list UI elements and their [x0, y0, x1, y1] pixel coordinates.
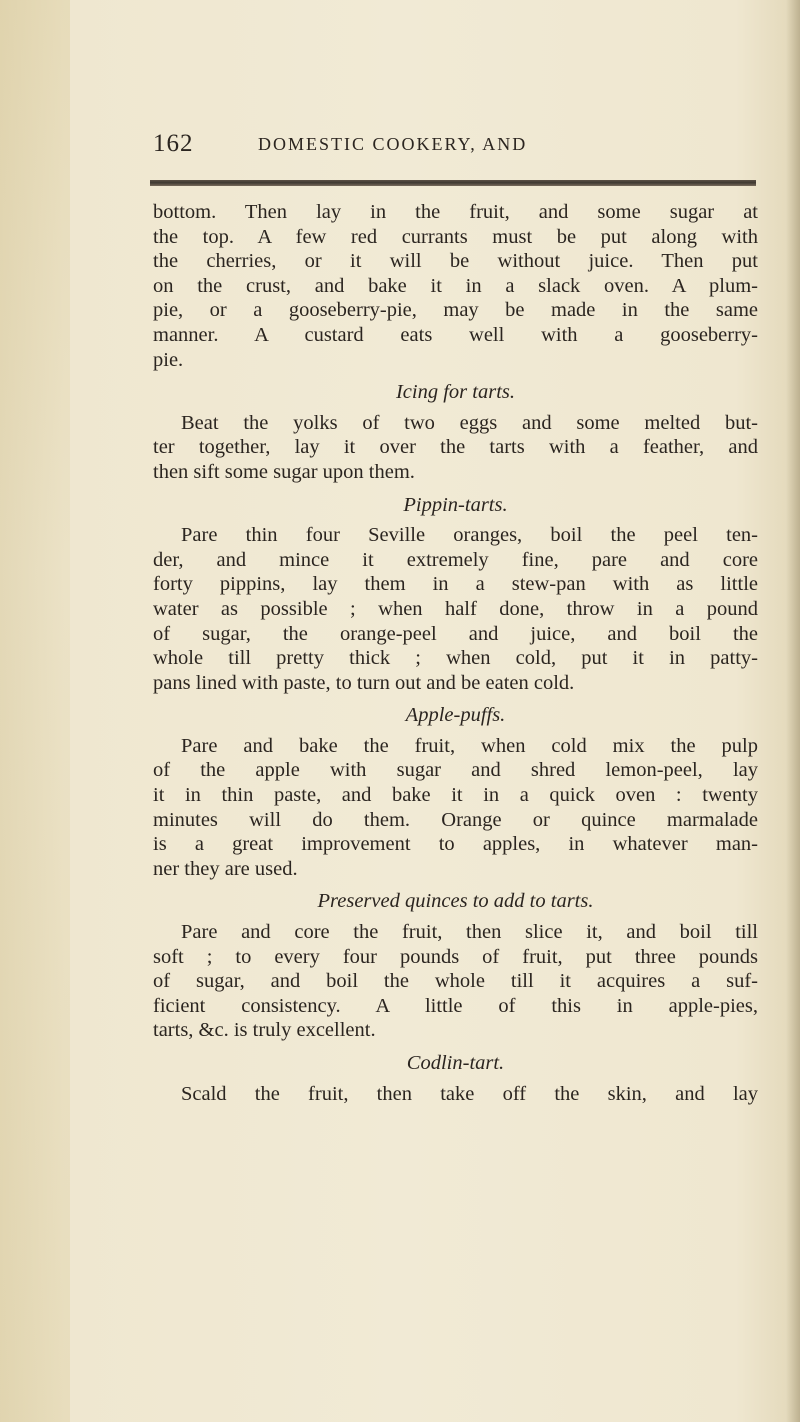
text-line: der, and mince it extremely fine, pare and core: [153, 548, 758, 571]
text-line: the cherries, or it will be without juice. Then put: [153, 250, 758, 273]
text-line: of sugar, the orange-peel and juice, and boil the: [153, 622, 758, 645]
recipe-apple-puffs: [153, 703, 758, 881]
text-line: minutes will do them. Orange or quince marmalade: [153, 808, 758, 831]
text-line: pans lined with paste, to turn out and be eaten cold.: [153, 671, 575, 694]
recipe-codlin-tart: [153, 1051, 758, 1106]
recipe-heading: Apple-puffs.: [405, 704, 506, 727]
text-line: soft ; to every four pounds of fruit, put three pounds: [153, 945, 758, 968]
page-header: [0, 130, 800, 162]
text-line: Scald the fruit, then take off the skin, and lay: [181, 1082, 758, 1105]
text-line: Pare and core the fruit, then slice it, and boil till: [181, 921, 758, 944]
text-line: water as possible ; when half done, throw in a pound: [153, 597, 758, 620]
text-line: forty pippins, lay them in a stew-pan with as little: [153, 573, 758, 596]
text-line: of sugar, and boil the whole till it acquires a suf-: [153, 970, 758, 993]
header-rule: [150, 180, 756, 186]
text-line: is a great improvement to apples, in whatever man-: [153, 833, 758, 856]
page-body: [153, 200, 758, 1106]
text-line: then sift some sugar upon them.: [153, 460, 415, 483]
text-line: Pare and bake the fruit, when cold mix the pulp: [181, 734, 758, 757]
text-line: manner. A custard eats well with a gooseberry-: [153, 323, 758, 346]
text-line: bottom. Then lay in the fruit, and some sugar at: [153, 201, 758, 223]
text-line: pie, or a gooseberry-pie, may be made in the same: [153, 299, 758, 322]
text-line: pie.: [153, 348, 184, 371]
text-line: ner they are used.: [153, 857, 298, 880]
recipe-icing-for-tarts: [153, 380, 758, 484]
recipe-heading: Codlin-tart.: [406, 1052, 505, 1074]
text-line: the top. A few red currants must be put along with: [153, 225, 758, 248]
recipe-pippin-tarts: [153, 493, 758, 696]
text-line: ter together, lay it over the tarts with a feather, and: [153, 436, 758, 459]
text-line: on the crust, and bake it in a slack oven. A plum-: [153, 274, 758, 297]
text-line: of the apple with sugar and shred lemon-peel, lay: [153, 759, 758, 782]
running-title: DOMESTIC COOKERY, AND: [258, 134, 528, 154]
text-line: tarts, &c. is truly excellent.: [153, 1019, 376, 1042]
text-line: ficient consistency. A little of this in apple-pies,: [153, 994, 758, 1017]
text-line: whole till pretty thick ; when cold, put it in patty-: [153, 647, 758, 670]
recipe-heading: Icing for tarts.: [395, 381, 516, 404]
recipe-heading: Pippin-tarts.: [403, 493, 508, 516]
recipe-preserved-quinces: [153, 889, 758, 1043]
text-line: it in thin paste, and bake it in a quick oven : twenty: [153, 784, 758, 807]
page-number: 162: [153, 130, 194, 157]
text-line: Pare thin four Seville oranges, boil the peel ten-: [181, 524, 758, 547]
recipe-heading: Preserved quinces to add to tarts.: [317, 890, 594, 913]
text-line: Beat the yolks of two eggs and some melted but-: [181, 411, 758, 434]
recipe-continuation: [153, 200, 758, 372]
